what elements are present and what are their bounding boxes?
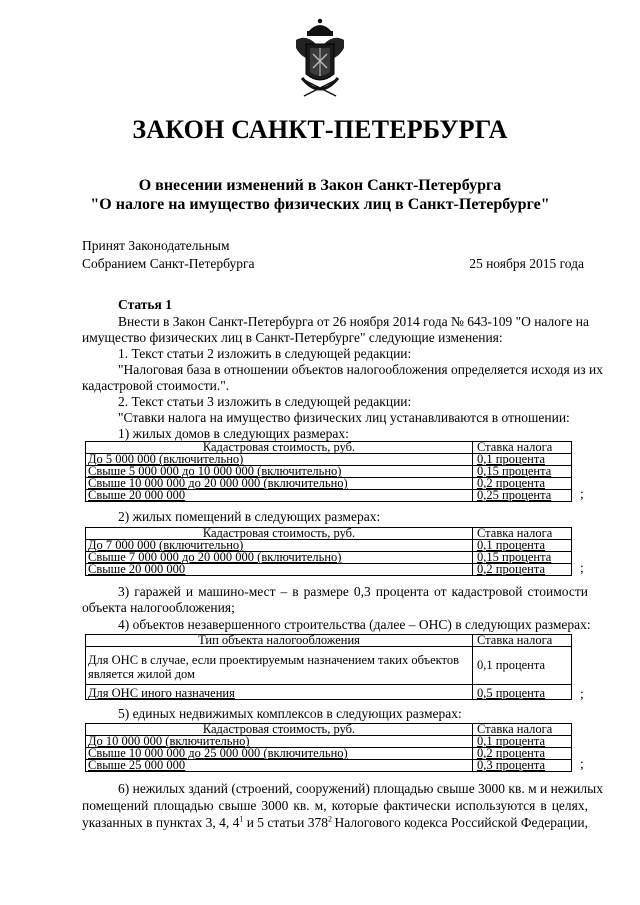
table-trailer: ; (580, 486, 584, 501)
paragraph-1-quote-line-1: "Налоговая база в отношении объектов налогообложения определяется исходя из их (118, 362, 603, 377)
paragraph-1: 1. Текст статьи 2 изложить в следующей редакции: (118, 346, 412, 361)
table-cell: Свыше 20 000 000 (86, 564, 473, 576)
table-header-row (86, 635, 572, 647)
table-cell: Свыше 10 000 000 до 20 000 000 (включительно) (86, 478, 473, 490)
law-subtitle-line-1: О внесении изменений в Закон Санкт-Петербурга (138, 177, 502, 194)
item-6-text: указанных в пунктах 3, 4, 4 (82, 815, 240, 830)
table-cell: 0,1 процента (473, 736, 572, 748)
article-intro-line-1: Внести в Закон Санкт-Петербурга от 26 ноября 2014 года № 643-109 "О налоге на (118, 314, 589, 329)
superscript: 1 (239, 814, 244, 824)
table-cell: Свыше 25 000 000 (86, 760, 473, 772)
table-cell-line: Для ОНС в случае, если проектируемым назначением таких объектов (88, 653, 460, 667)
item-6-line-2: помещений площадью свыше 3000 кв. м, которые фактически используются в целях, (82, 798, 588, 813)
item-6-line-3-part (82, 815, 332, 831)
table-cell: Свыше 10 000 000 до 25 000 000 (включительно) (86, 748, 473, 760)
item-2: 2) жилых помещений в следующих размерах: (118, 509, 381, 524)
adoption-line-1: Принят Законодательным (82, 238, 230, 253)
adoption-line-2: Собранием Санкт-Петербурга (82, 256, 255, 271)
table-cell: 0,2 процента (473, 748, 572, 760)
table-cell: Свыше 5 000 000 до 10 000 000 (включительно) (86, 466, 473, 478)
paragraph-2-quote: "Ставки налога на имущество физических лиц устанавливаются в отношении: (118, 410, 570, 425)
table-cell: 0,2 процента (473, 564, 572, 576)
table-row (86, 760, 572, 772)
table-row (86, 564, 572, 576)
table-cell: 0,1 процента (473, 647, 572, 685)
table-cell: 0,5 процента (473, 685, 572, 700)
law-title: ЗАКОН САНКТ-ПЕТЕРБУРГА (132, 115, 508, 144)
table-cell-line: является жилой дом (88, 667, 195, 681)
table-cell (86, 647, 473, 685)
table-header-cell: Кадастровая стоимость, руб. (86, 528, 473, 540)
superscript: 2 (328, 814, 333, 824)
table-cell: До 7 000 000 (включительно) (86, 540, 473, 552)
complexes-rate-table (85, 723, 572, 772)
table-trailer: ; (580, 560, 584, 575)
item-3-line-1: 3) гаражей и машино-мест – в размере 0,3 процента от кадастровой стоимости (118, 584, 588, 599)
table-header-cell: Кадастровая стоимость, руб. (86, 724, 473, 736)
table-header-cell: Ставка налога (473, 442, 572, 454)
adoption-date: 25 ноября 2015 года (469, 256, 584, 271)
table-cell: Для ОНС иного назначения (86, 685, 473, 700)
table-cell: 0,15 процента (473, 552, 572, 564)
houses-rate-table (85, 441, 572, 502)
item-6-text: и 5 статьи 378 (243, 815, 329, 830)
item-6-line-3 (82, 815, 588, 831)
paragraph-1-quote-line-2: кадастровой стоимости.". (82, 378, 230, 393)
table-cell: Свыше 7 000 000 до 20 000 000 (включительно) (86, 552, 473, 564)
table-row (86, 685, 572, 700)
table-header-cell: Кадастровая стоимость, руб. (86, 442, 473, 454)
article-intro-line-2: имущество физических лиц в Санкт-Петербурге" следующие изменения: (82, 330, 503, 345)
table-header-cell: Ставка налога (473, 635, 572, 647)
table-trailer: ; (580, 686, 584, 701)
coat-of-arms-icon (292, 18, 348, 100)
item-5: 5) единых недвижимых комплексов в следующих размерах: (118, 706, 462, 721)
law-subtitle-line-2: "О налоге на имущество физических лиц в Санкт-Петербурге" (90, 196, 550, 213)
table-header-cell: Тип объекта налогообложения (86, 635, 473, 647)
table-header-cell: Ставка налога (473, 528, 572, 540)
ons-rate-table (85, 634, 572, 700)
table-cell: 0,1 процента (473, 540, 572, 552)
table-cell: Свыше 20 000 000 (86, 490, 473, 502)
paragraph-2: 2. Текст статьи 3 изложить в следующей редакции: (118, 394, 412, 409)
table-cell: 0,1 процента (473, 454, 572, 466)
apartments-rate-table (85, 527, 572, 576)
item-1: 1) жилых домов в следующих размерах: (118, 426, 349, 441)
table-cell: До 5 000 000 (включительно) (86, 454, 473, 466)
item-6-line-1: 6) нежилых зданий (строений, сооружений) площадью свыше 3000 кв. м и нежилых (118, 781, 603, 796)
table-cell: 0,25 процента (473, 490, 572, 502)
table-row (86, 490, 572, 502)
item-3-line-2: объекта налогообложения; (82, 600, 235, 615)
table-trailer: ; (580, 756, 584, 771)
item-6-text: Налогового кодекса Российской Федерации, (334, 815, 588, 830)
table-cell: До 10 000 000 (включительно) (86, 736, 473, 748)
table-cell: 0,3 процента (473, 760, 572, 772)
table-row (86, 647, 572, 685)
table-cell: 0,15 процента (473, 466, 572, 478)
item-4: 4) объектов незавершенного строительства (далее – ОНС) в следующих размерах: (118, 617, 591, 632)
article-heading: Статья 1 (118, 297, 172, 312)
table-cell: 0,2 процента (473, 478, 572, 490)
table-header-cell: Ставка налога (473, 724, 572, 736)
